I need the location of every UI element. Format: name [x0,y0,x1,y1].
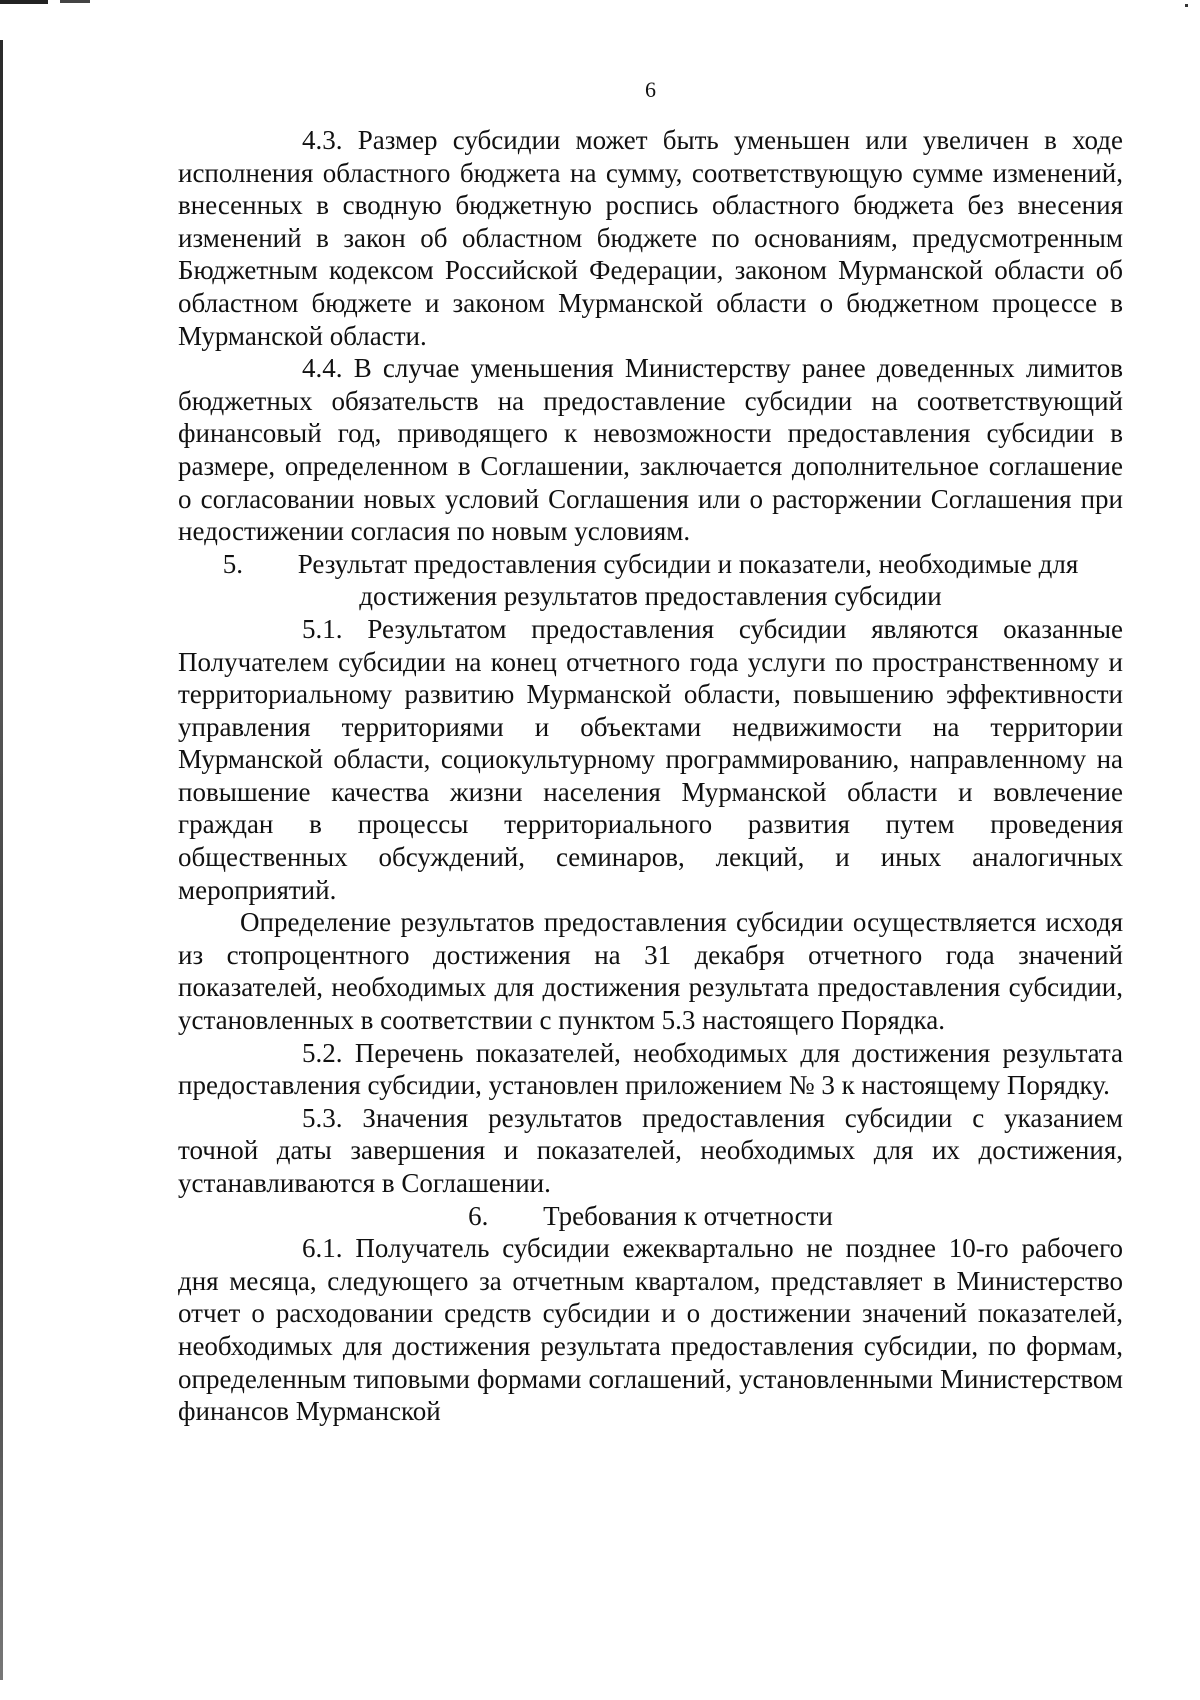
paragraph-text: Результатом предоставления субсидии являются оказанные Получателем субсидии на конец отчетного года услуги по пространственному и территориальному развитию Мурманской области, повышению эффективности управления территориями и объектами недвижимости на территории Мурманской области, социокультурному программированию, направленному на повышение качества жизни населения Мурманской области и вовлечение граждан в процессы территориального развития путем проведения общественных обсуждений, семинаров, лекций, и иных аналогичных мероприятий. [178,613,1124,905]
paragraph-5-2 [178,1037,1123,1102]
page-number: 6 [645,77,656,102]
paragraph-5-3 [178,1102,1123,1200]
paragraph-number: 4.3. [302,125,343,155]
scan-artifact-top-small [60,0,90,3]
scan-artifact-dot [1185,4,1188,7]
paragraph-text: Значения результатов предоставления субсидии с указанием точной даты завершения и показателей, необходимых для их достижения, устанавливаются в Соглашении. [178,1102,1123,1198]
section-number: 5. [222,548,243,579]
paragraph-number: 5.3. [302,1102,343,1133]
paragraph-text: Размер субсидии может быть уменьшен или увеличен в ходе исполнения областного бюджета на сумму, соответствующую сумме изменений, внесенных в сводную бюджетную роспись областного бюджета без внесения изменений в закон об областном бюджете по основаниям, предусмотренным Бюджетным кодексом Российской Федерации, законом Мурманской области об областном бюджете и законом Мурманской области о бюджетном процессе в Мурманской области. [178,125,1123,351]
section-title: Результат предоставления субсидии и показатели, необходимые для достижения результатов предоставления субсидии [297,548,1079,612]
paragraph-number: 5.1. [302,613,343,644]
paragraph-text: В случае уменьшения Министерству ранее доведенных лимитов бюджетных обязательств на предоставление субсидии на соответствующий финансовый год, приводящего к невозможности предоставления субсидии в размере, определенном в Соглашении, заключается дополнительное соглашение о согласовании новых условий Соглашения или о расторжении Соглашения при недостижении согласия по новым условиям. [178,353,1123,547]
paragraph-6-1 [178,1232,1123,1428]
section-heading-6 [178,1200,1123,1233]
paragraph-4-3 [178,124,1123,352]
document-page [178,70,1123,1428]
section-number: 6. [468,1200,489,1231]
paragraph-number: 5.2. [302,1037,343,1068]
scan-artifact-top [0,0,48,4]
scan-artifact-edge [0,40,3,1680]
section-heading-5 [178,548,1123,613]
section-title: Требования к отчетности [543,1200,833,1231]
paragraph-number: 6.1. [302,1233,343,1264]
paragraph-text: Получатель субсидии ежеквартально не позднее 10-го рабочего дня месяца, следующего за отчетным кварталом, представляет в Министерство отчет о расходовании средств субсидии и о достижении значений показателей, необходимых для достижения результата предоставления субсидии, по формам, определенным типовыми формами соглашений, установленными Министерством финансов Мурманской [178,1233,1123,1427]
paragraph-text: Определение результатов предоставления субсидии осуществляется исходя из стопроцентного достижения на 31 декабря отчетного года значений показателей, необходимых для достижения результата предоставления субсидии, установленных в соответствии с пунктом 5.3 настоящего Порядка. [178,907,1123,1036]
paragraph-text: Перечень показателей, необходимых для достижения результата предоставления субсидии, установлен приложением № 3 к настоящему Порядку. [178,1037,1123,1101]
paragraph-4-4 [178,352,1123,548]
paragraph-5-1 [178,613,1123,906]
paragraph-number: 4.4. [302,353,343,384]
paragraph-5-1-continued [178,906,1123,1036]
